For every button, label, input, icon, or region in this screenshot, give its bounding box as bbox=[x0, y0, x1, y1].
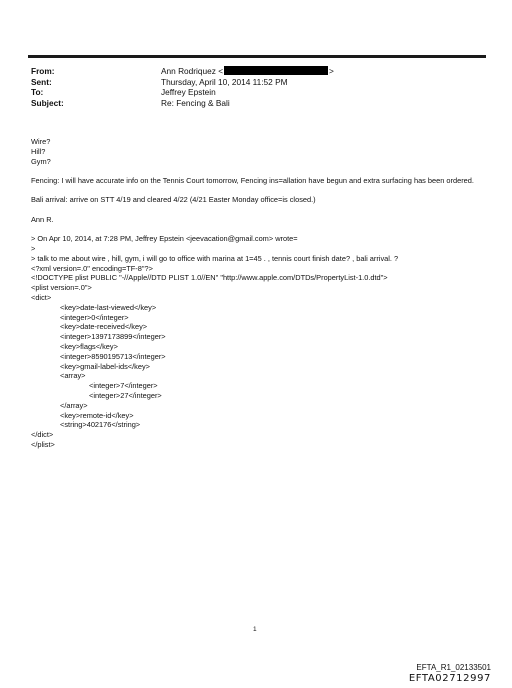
to-value: Jeffrey Epstein bbox=[161, 87, 216, 98]
dict-line: <key>flags</key> bbox=[60, 341, 118, 351]
question-line: Gym? bbox=[31, 156, 51, 166]
quoted-line: <plist version=.0"> bbox=[31, 283, 92, 293]
email-body bbox=[31, 137, 486, 450]
quoted-line: > talk to me about wire , hill, gym, i will go to office with marina at 1=45 . , tennis court finish date? , bali arrival. ? bbox=[31, 253, 399, 263]
bates-number-large: EFTA02712997 bbox=[408, 673, 491, 684]
quoted-line: <dict> bbox=[31, 292, 52, 302]
sent-label: Sent: bbox=[31, 76, 52, 87]
from-label: From: bbox=[31, 66, 55, 76]
dict-line: <key>date-received</key> bbox=[60, 322, 148, 332]
quoted-line: <!DOCTYPE plist PUBLIC "-//Apple//DTD PLIST 1.0//EN" "http://www.apple.com/DTDs/PropertyList-1.0.dtd"> bbox=[31, 273, 388, 283]
fencing-paragraph: Fencing: I will have accurate info on the Tennis Court tomorrow, Fencing ins=allation have begun and extra surfacing has been ordered. bbox=[31, 175, 474, 185]
dict-line: <array> bbox=[60, 371, 86, 381]
dict-line: <key>remote-id</key> bbox=[60, 410, 134, 420]
question-line: Hill? bbox=[31, 146, 46, 156]
signature: Ann R. bbox=[31, 214, 54, 224]
quoted-line: <?xml version=.0" encoding=TF-8"?> bbox=[31, 263, 153, 273]
subject-value: Re: Fencing & Bali bbox=[161, 97, 230, 108]
sent-value: Thursday, April 10, 2014 11:52 PM bbox=[161, 76, 288, 87]
from-name: Ann Rodriquez < bbox=[161, 66, 224, 76]
dict-line: </array> bbox=[60, 400, 88, 410]
dict-line: <key>gmail-label-ids</key> bbox=[60, 361, 150, 371]
dict-line: <integer>1397173899</integer> bbox=[60, 332, 166, 342]
from-close: > bbox=[329, 66, 334, 76]
to-label: To: bbox=[31, 87, 44, 98]
header-rule bbox=[28, 55, 486, 58]
redaction-box bbox=[224, 66, 328, 75]
question-line: Wire? bbox=[31, 137, 51, 146]
dict-line: <integer>0</integer> bbox=[60, 312, 129, 322]
closing-line: </plist> bbox=[31, 439, 55, 449]
bali-paragraph: Bali arrival: arrive on STT 4/19 and cleared 4/22 (4/21 Easter Monday office=is closed.) bbox=[31, 195, 316, 205]
dict-line: <integer>8590195713</integer> bbox=[60, 351, 166, 361]
closing-line: </dict> bbox=[31, 430, 54, 440]
from-value bbox=[161, 66, 334, 77]
bates-number-small: EFTA_R1_02133501 bbox=[416, 663, 491, 672]
page-number: 1 bbox=[253, 626, 257, 633]
quoted-line: > On Apr 10, 2014, at 7:28 PM, Jeffrey Epstein <jeevacation@gmail.com> wrote= bbox=[31, 234, 298, 244]
dict-line: <string>402176</string> bbox=[60, 420, 141, 430]
quoted-line: > bbox=[31, 243, 36, 253]
subject-label: Subject: bbox=[31, 97, 64, 108]
array-line: <integer>27</integer> bbox=[89, 390, 162, 400]
dict-line: <key>date-last-viewed</key> bbox=[60, 302, 157, 312]
array-line: <integer>7</integer> bbox=[89, 381, 158, 391]
